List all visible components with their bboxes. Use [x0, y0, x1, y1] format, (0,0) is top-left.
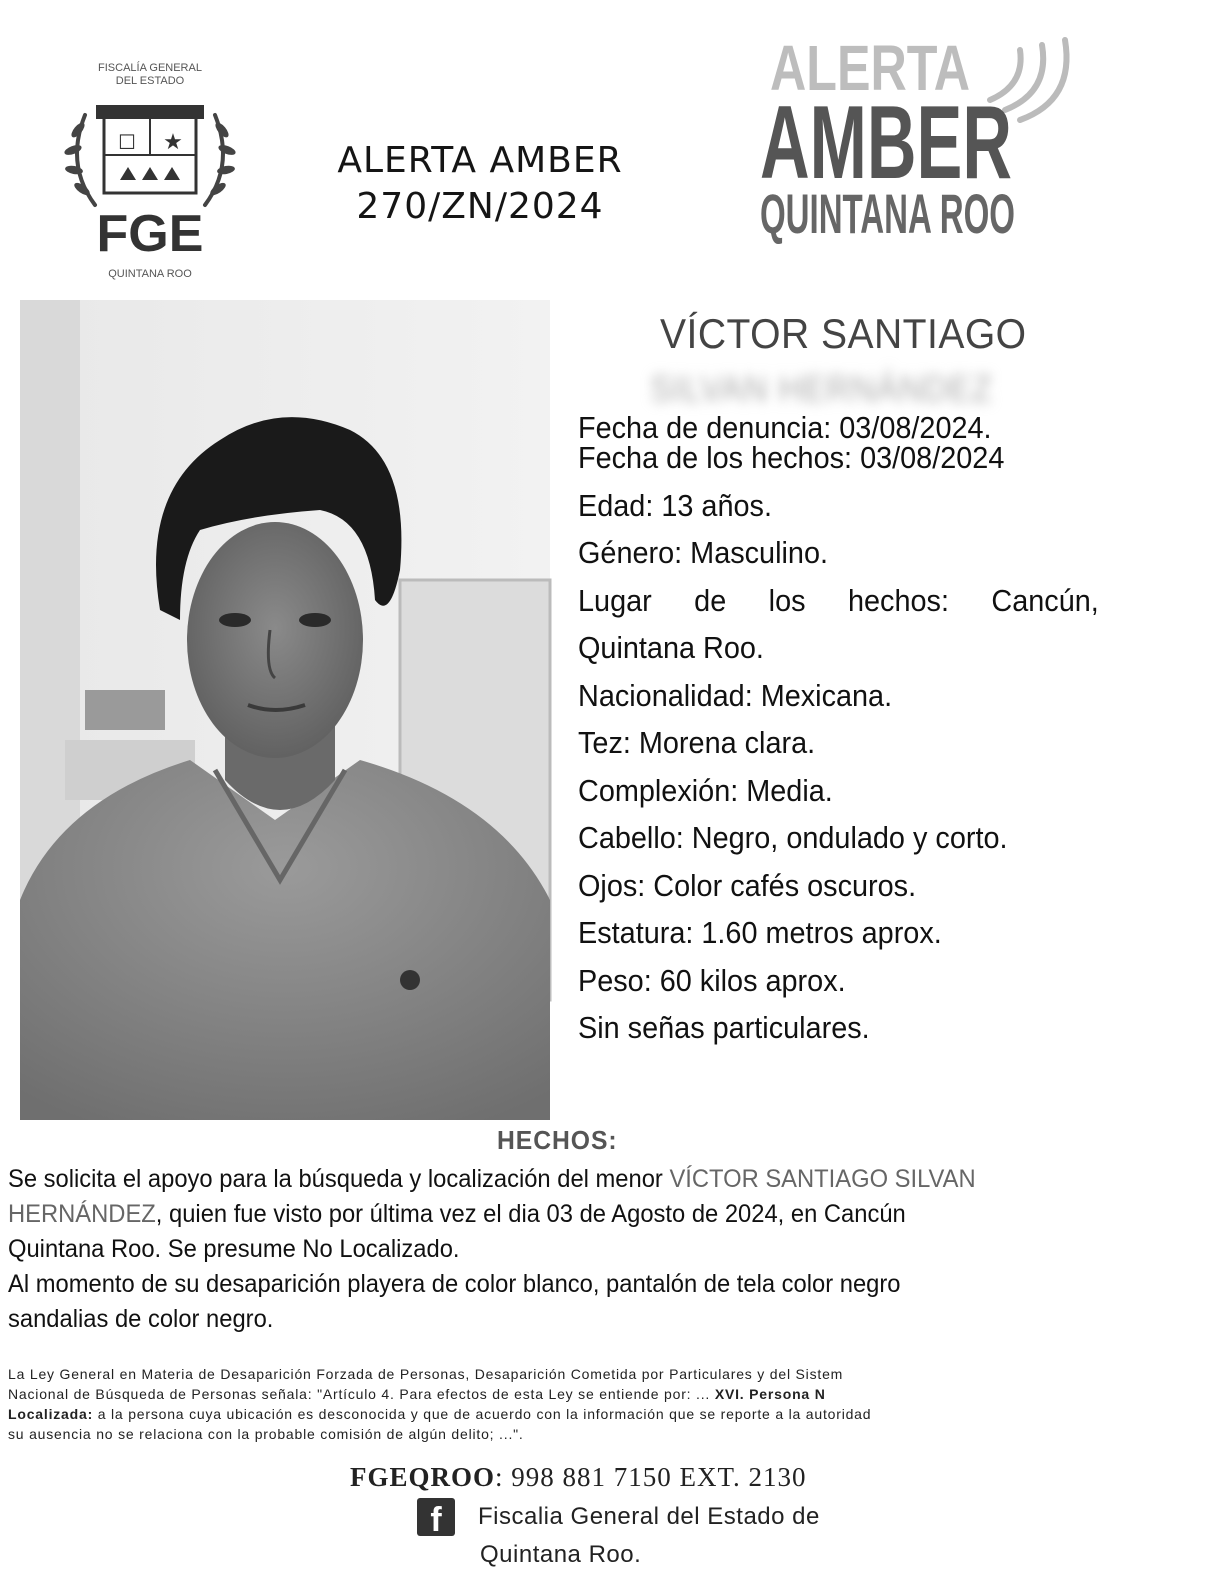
detail-lugar-line2: Quintana Roo. [578, 630, 764, 665]
detail-senas: Sin señas particulares. [578, 1010, 870, 1045]
detail-lugar-word: hechos: [847, 582, 949, 618]
detail-lugar [578, 577, 1099, 625]
fge-logo [40, 55, 260, 285]
hechos-text: Se solicita el apoyo para la búsqueda y localización del menor [8, 1165, 670, 1193]
hechos-person-name: VÍCTOR SANTIAGO SILVAN [669, 1165, 976, 1193]
legal-line [8, 1404, 1208, 1424]
fge-logo-bottom-text: QUINTANA ROO [108, 268, 192, 280]
person-last-name-blurred: SILVAN HERNÁNDEZ [650, 368, 993, 409]
detail-peso: Peso: 60 kilos aprox. [578, 962, 846, 998]
hechos-line [8, 1162, 1072, 1197]
missing-person-photo [20, 300, 550, 1120]
facebook-page-name-line1: Fiscalia General del Estado de [478, 1503, 820, 1530]
amber-logo-line3: QUINTANA ROO [760, 182, 1015, 245]
person-details [578, 410, 1108, 1052]
fge-logo-top-text-2: DEL ESTADO [115, 75, 185, 87]
amber-logo-line1: ALERTA [770, 32, 970, 104]
alert-title [300, 138, 660, 230]
alert-number: 270/ZN/2024 [356, 186, 604, 227]
detail-edad: Edad: 13 años. [578, 487, 772, 523]
svg-text:☐: ☐ [118, 130, 136, 154]
contact-phone [350, 1462, 807, 1493]
legal-text: Nacional de Búsqueda de Personas señala: "Artículo 4. Para efectos de esta Ley se entiende por: ... [8, 1386, 715, 1402]
person-first-name: VÍCTOR SANTIAGO [660, 310, 1027, 357]
fge-logo-top-text-1: FISCALÍA GENERAL [98, 62, 202, 74]
amber-logo-line2: AMBER [760, 85, 1012, 201]
detail-lugar-word: Cancún, [991, 582, 1099, 618]
legal-line: La Ley General en Materia de Desaparición Forzada de Personas, Desaparición Cometida por Particulares y del Sistem [8, 1366, 844, 1382]
legal-notice [8, 1364, 1208, 1444]
detail-cabello: Cabello: Negro, ondulado y corto. [578, 820, 1008, 855]
detail-ojos: Ojos: Color cafés oscuros. [578, 867, 917, 903]
detail-fecha-denuncia: Fecha de denuncia: 03/08/2024. [578, 410, 992, 445]
detail-estatura: Estatura: 1.60 metros aprox. [578, 915, 942, 950]
legal-bold-text: Localizada: [8, 1406, 94, 1422]
legal-line [8, 1384, 1208, 1404]
detail-tez: Tez: Morena clara. [578, 725, 816, 760]
alert-title-line1: ALERTA AMBER [337, 140, 623, 181]
contact-label: FGEQROO [350, 1462, 496, 1492]
legal-text: a la persona cuya ubicación es desconocida y que de acuerdo con la información que se reporte a la autoridad [93, 1406, 872, 1422]
hechos-line: Quintana Roo. Se presume No Localizado. [8, 1235, 460, 1263]
detail-lugar-word: Lugar [578, 582, 652, 618]
hechos-heading: HECHOS: [497, 1125, 618, 1155]
detail-fecha-hechos: Fecha de los hechos: 03/08/2024 [578, 440, 1005, 475]
hechos-person-name: HERNÁNDEZ [8, 1200, 156, 1228]
legal-line: su ausencia no se relaciona con la probable comisión de algún delito; ...". [8, 1426, 524, 1442]
legal-bold-text: XVI. Persona N [714, 1386, 826, 1402]
svg-text:★: ★ [163, 130, 183, 155]
contact-number: : 998 881 7150 EXT. 2130 [495, 1462, 807, 1492]
hechos-body [8, 1162, 1128, 1337]
hechos-text: , quien fue visto por última vez el dia 03 de Agosto de 2024, en Cancún [155, 1200, 906, 1228]
hechos-line [8, 1197, 1072, 1232]
alerta-amber-logo [760, 30, 1090, 245]
fge-logo-acronym: FGE [96, 205, 204, 263]
facebook-icon: f [417, 1498, 455, 1536]
detail-genero: Género: Masculino. [578, 535, 828, 570]
detail-lugar-word: de [694, 582, 727, 618]
hechos-line: Al momento de su desaparición playera de color blanco, pantalón de tela color negro [8, 1270, 901, 1298]
hechos-line: sandalias de color negro. [8, 1305, 274, 1333]
detail-lugar-word: los [768, 582, 806, 618]
facebook-page-name-line2: Quintana Roo. [480, 1541, 642, 1568]
detail-nacionalidad: Nacionalidad: Mexicana. [578, 677, 893, 713]
detail-complexion: Complexión: Media. [578, 772, 833, 808]
